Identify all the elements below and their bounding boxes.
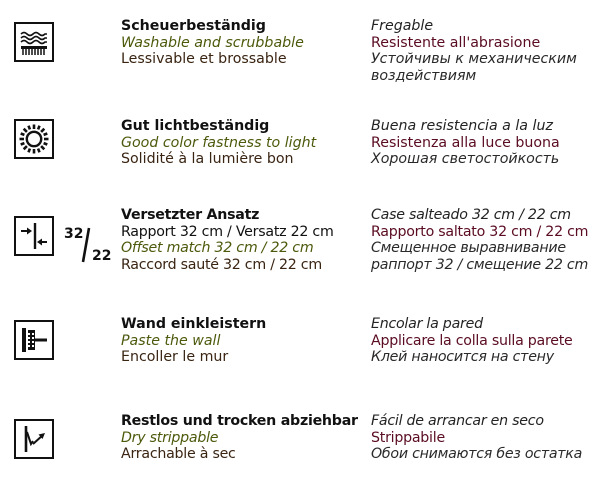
russian-label: раппорт 32 / смещение 22 cm	[371, 256, 589, 273]
french-label: Solidité à la lumière bon	[121, 151, 294, 167]
english-label: Offset match 32 cm / 22 cm	[121, 240, 314, 256]
italian-label: Resistente all'abrasione	[371, 34, 541, 51]
russian-label: Хорошая светостойкость	[371, 151, 560, 167]
international-column	[371, 413, 599, 463]
english-label: Good color fastness to light	[121, 134, 317, 151]
international-column	[371, 18, 599, 84]
russian-label: Обои снимаются без остатка	[371, 446, 583, 462]
offset-ratio-denominator: 22	[92, 248, 112, 264]
german-label: Restlos und trocken abziehbar	[121, 413, 358, 429]
english-label: Washable and scrubbable	[121, 34, 304, 51]
spanish-label: Buena resistencia a la luz	[371, 118, 553, 134]
german-label: Gut lichtbeständig	[121, 118, 270, 134]
washable-waves-icon	[14, 22, 54, 62]
offset-ratio-badge	[58, 222, 116, 278]
spanish-label: Fregable	[371, 18, 434, 34]
paste-wall-icon	[14, 320, 54, 360]
german-column	[121, 413, 365, 463]
italian-label: Applicare la colla sulla parete	[371, 332, 573, 349]
russian-label: Устойчивы к механическим	[371, 51, 577, 67]
sun-icon	[14, 119, 54, 159]
german-column	[121, 207, 365, 273]
russian-label: воздействиям	[371, 67, 477, 84]
german-column	[121, 118, 365, 168]
strippable-icon	[14, 419, 54, 459]
international-column	[371, 207, 599, 273]
french-label: Encoller le mur	[121, 349, 229, 365]
italian-label: Resistenza alla luce buona	[371, 134, 560, 151]
french-label: Raccord sauté 32 cm / 22 cm	[121, 256, 322, 273]
international-column	[371, 316, 599, 366]
spanish-label: Encolar la pared	[371, 316, 483, 332]
international-column	[371, 118, 599, 168]
german-label: Wand einkleistern	[121, 316, 267, 332]
german-column	[121, 316, 365, 366]
english-label: Paste the wall	[121, 332, 221, 349]
offset-ratio-numerator: 32	[64, 226, 84, 242]
french-label: Lessivable et brossable	[121, 51, 287, 67]
italian-label: Rapporto saltato 32 cm / 22 cm	[371, 223, 589, 240]
german-detail-label: Rapport 32 cm / Versatz 22 cm	[121, 223, 334, 240]
german-column	[121, 18, 365, 68]
english-label: Dry strippable	[121, 429, 219, 446]
german-label: Scheuerbeständig	[121, 18, 266, 34]
italian-label: Strippabile	[371, 429, 445, 446]
german-label: Versetzter Ansatz	[121, 207, 260, 223]
french-label: Arrachable à sec	[121, 446, 236, 462]
russian-label: Клей наносится на стену	[371, 349, 554, 365]
spanish-label: Case salteado 32 cm / 22 cm	[371, 207, 571, 223]
russian-label: Смещенное выравнивание	[371, 240, 566, 256]
spanish-label: Fácil de arrancar en seco	[371, 413, 544, 429]
offset-match-icon	[14, 216, 54, 256]
